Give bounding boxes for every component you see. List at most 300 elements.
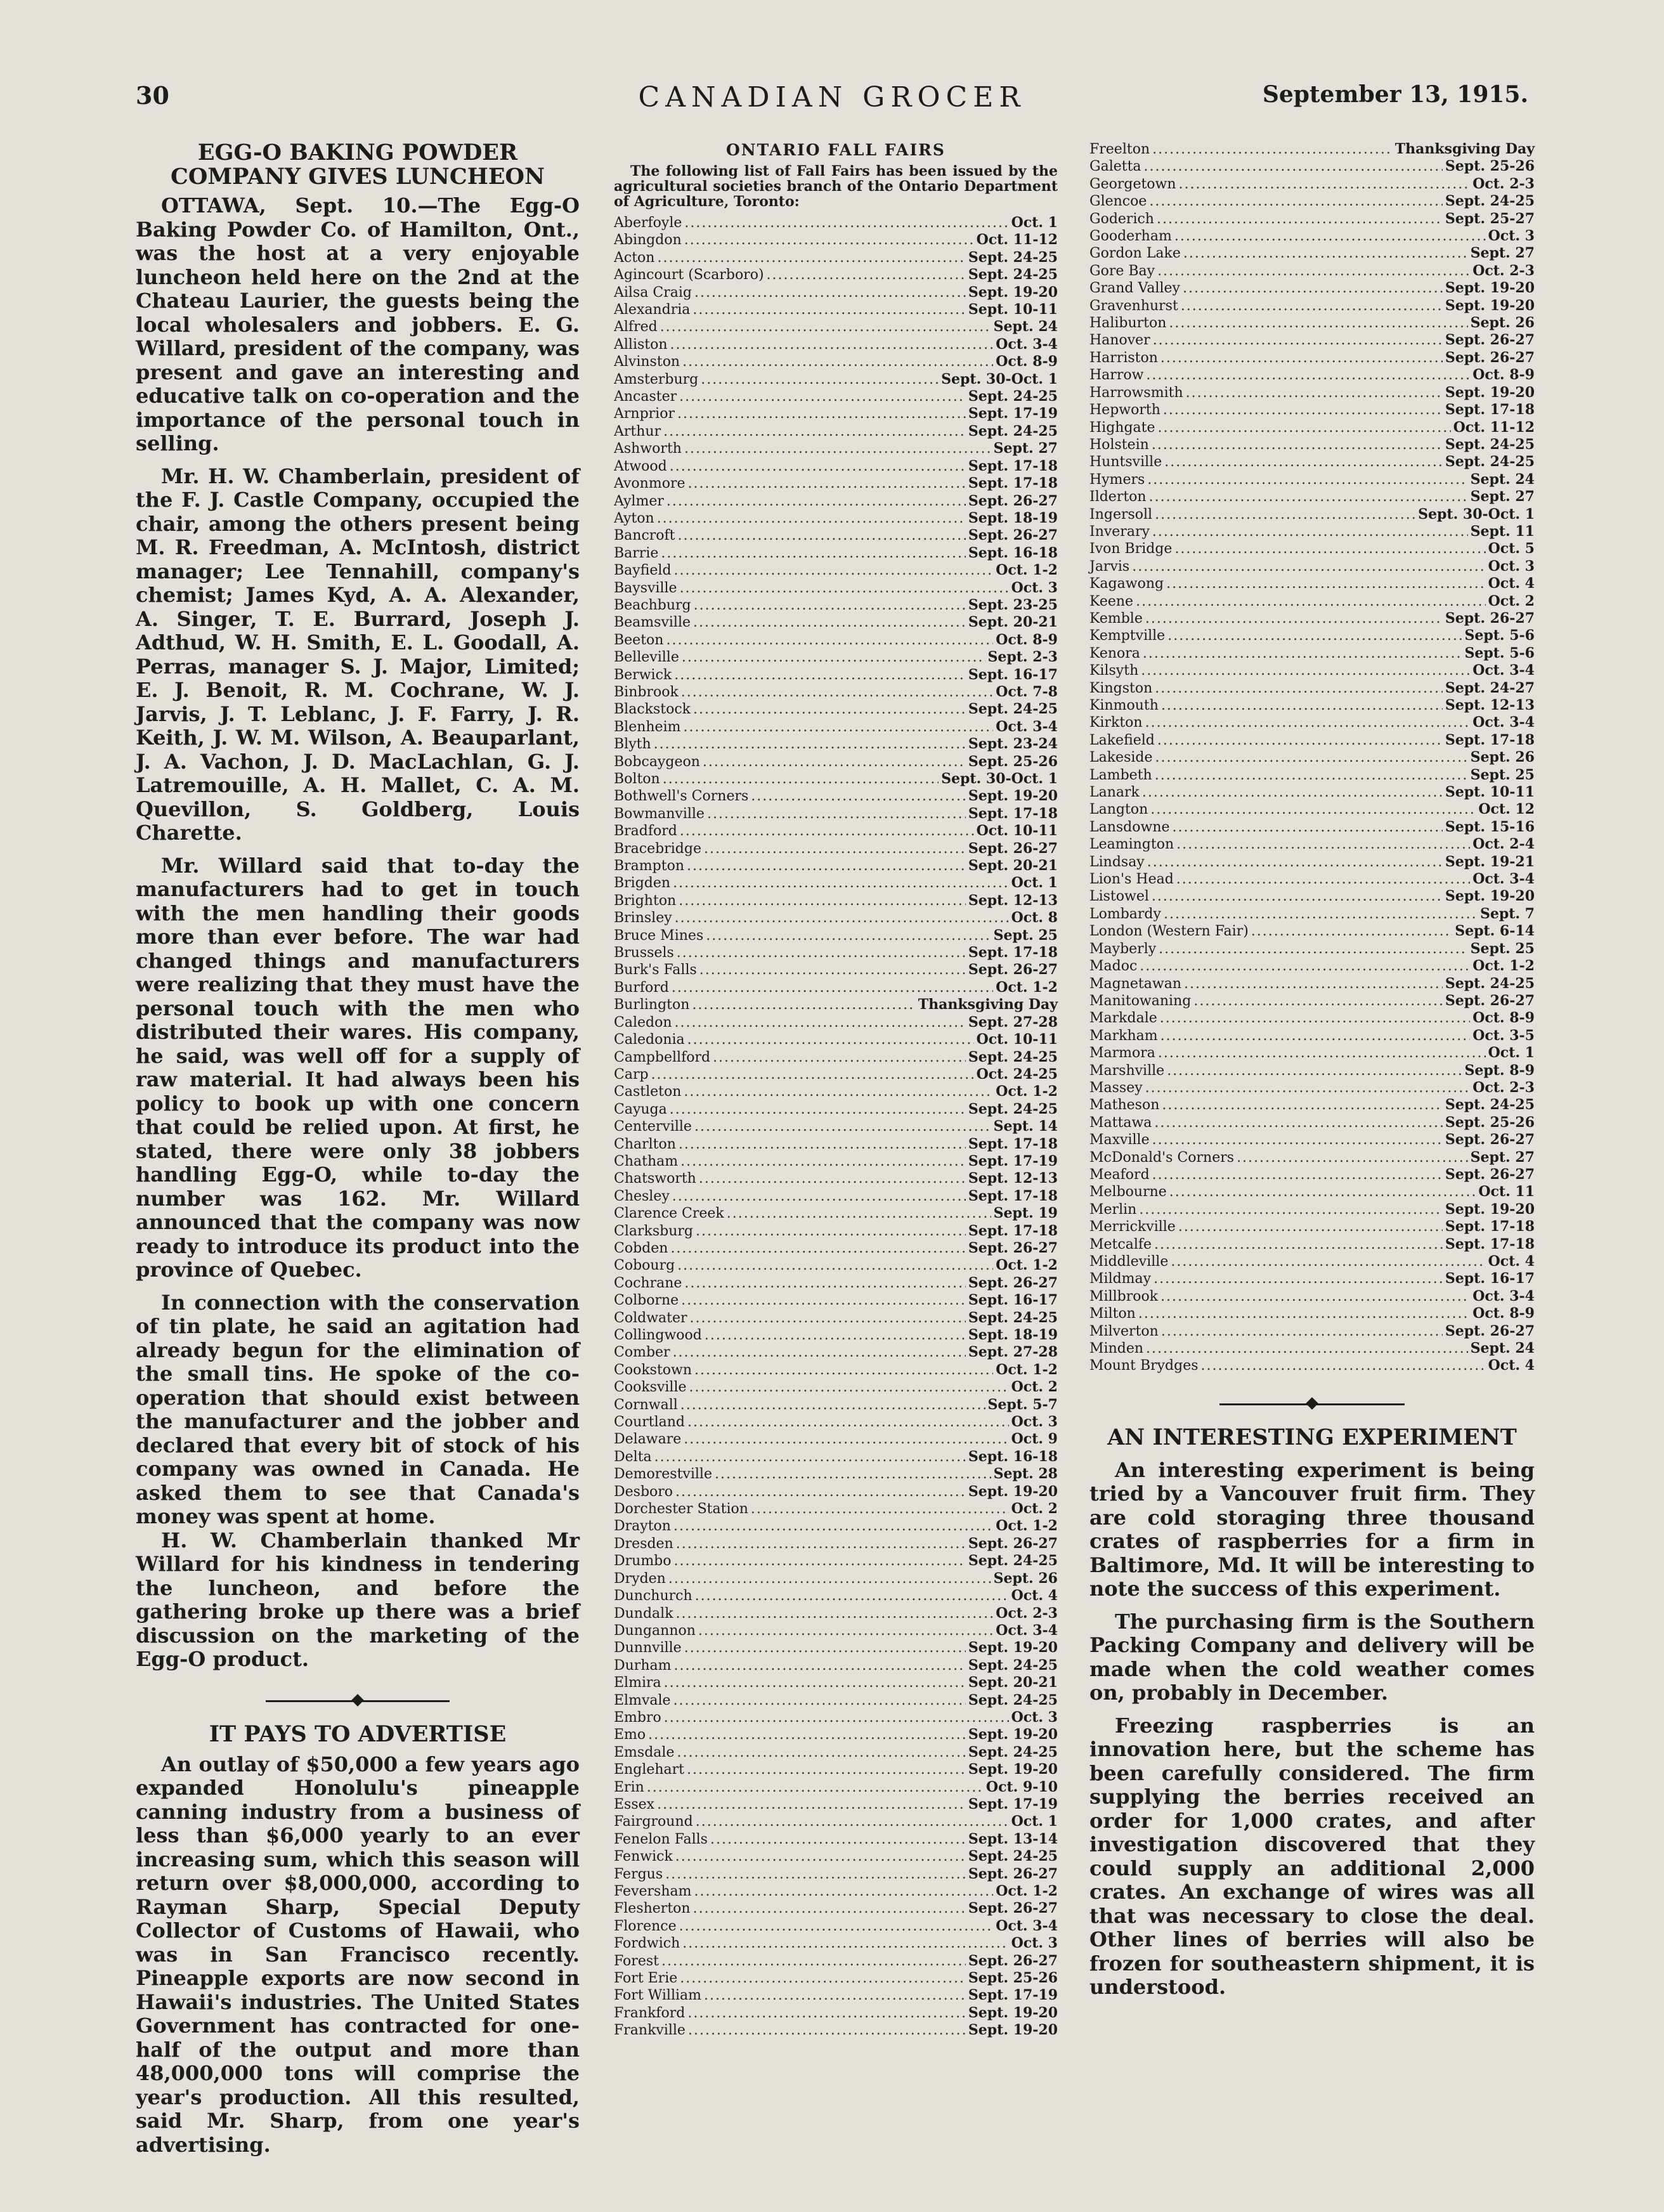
fair-entry [614, 1118, 1058, 1135]
fair-date: Sept. 23-24 [968, 736, 1058, 753]
leader-dots [694, 1883, 993, 1900]
fair-location: London (Western Fair) [1089, 923, 1249, 940]
fair-entry [614, 1761, 1058, 1778]
fair-location: Beachburg [614, 597, 691, 613]
fair-entry [614, 1466, 1058, 1483]
fair-date: Oct. 3 [1488, 228, 1535, 245]
fair-location: Baysville [614, 580, 677, 596]
fair-location: Colborne [614, 1292, 679, 1309]
fair-entry [614, 840, 1058, 857]
fair-entry [1089, 245, 1535, 262]
leader-dots [674, 667, 966, 684]
fair-date: Sept. 26-27 [968, 1239, 1058, 1256]
fair-location: Fordwich [614, 1935, 680, 1952]
fair-location: Amsterburg [614, 371, 699, 387]
fair-date: Oct. 10-11 [976, 1031, 1058, 1048]
fair-location: Abingdon [614, 232, 682, 249]
fair-date: Sept. 19-20 [1445, 888, 1535, 905]
fair-entry [614, 2005, 1058, 2022]
fair-entry [614, 1970, 1058, 1987]
article-paragraph: An outlay of $50,000 a few years ago expanded Honolulu's pineapple canning industry from a business of less than $6,000 yearly to an ever increasing sum, which this season will return over $8,000,000, according to Rayman Sharp, Special Deputy Collector of Customs of Hawaii, who was in San Francisco recently. Pineapple exports are now second in Hawaii's industries. The United States Government has contracted for one-half of the output and more than 48,000,000 tons will comprise the year's production. All this resulted, said Mr. Sharp, from one year's advertising. [136, 1752, 580, 2157]
fair-location: Lansdowne [1089, 819, 1170, 835]
fair-location: Ayton [614, 510, 654, 526]
fair-location: Chatham [614, 1153, 679, 1169]
fair-entry [614, 1292, 1058, 1309]
fair-location: Bayfield [614, 563, 672, 579]
leader-dots [1145, 714, 1471, 731]
fair-entry [614, 1518, 1058, 1535]
fair-location: Goderich [1089, 211, 1154, 227]
fair-location: Belleville [614, 649, 679, 666]
fair-date: Sept. 24-25 [1445, 1096, 1535, 1114]
leader-dots [673, 1657, 965, 1674]
leader-dots [681, 1292, 966, 1309]
fair-entry [614, 667, 1058, 684]
fair-entry [614, 1535, 1058, 1552]
fair-location: Leamington [1089, 836, 1174, 853]
leader-dots [687, 1031, 974, 1048]
fair-date: Sept. 17-19 [968, 1152, 1058, 1169]
leader-dots [682, 353, 993, 370]
fair-location: Clarence Creek [614, 1206, 724, 1222]
leader-dots [677, 1257, 993, 1274]
article-paragraph: Freezing raspberries is an innovation here, but the scheme has been carefully considered. The firm supplying the berries received an order for 1,000 crates, and after investigation discovered that they could supply an additional 2,000 crates. An exchange of wires was all that was necessary to close the deal. Other lines of berries will also be frozen for southeastern shipment, it is understood. [1089, 1713, 1535, 2000]
fair-date: Sept. 24-25 [968, 1309, 1058, 1326]
fair-date: Oct. 2 [1011, 1379, 1058, 1396]
fair-date: Sept. 27-28 [968, 1013, 1058, 1031]
fair-date: Sept. 17-19 [968, 405, 1058, 422]
fair-date: Sept. 17-18 [1445, 731, 1535, 748]
fair-entry [614, 1031, 1058, 1048]
fair-date: Oct. 8-9 [1472, 1305, 1535, 1322]
fair-date: Sept. 16-18 [968, 1448, 1058, 1465]
leader-dots [672, 979, 993, 996]
fair-date: Oct. 2 [1488, 592, 1535, 609]
fair-entry [1089, 1305, 1535, 1322]
fair-location: Demorestville [614, 1466, 712, 1483]
fair-entry [1089, 854, 1535, 871]
fair-date: Sept. 24-25 [968, 1552, 1058, 1570]
fair-entry [1089, 1270, 1535, 1287]
fair-location: Alfred [614, 319, 658, 335]
fair-date: Sept. 26-27 [968, 1900, 1058, 1917]
fair-location: Harrowsmith [1089, 384, 1183, 401]
leader-dots [1183, 245, 1468, 262]
fair-location: Beeton [614, 632, 664, 648]
leader-dots [694, 1118, 991, 1135]
fair-date: Sept. 26-27 [968, 527, 1058, 544]
leader-dots [687, 1761, 966, 1778]
leader-dots [1140, 958, 1470, 975]
leader-dots [680, 580, 1009, 597]
fair-location: Comber [614, 1344, 670, 1361]
fair-entry [1089, 1323, 1535, 1340]
fair-location: Merlin [1089, 1201, 1137, 1218]
leader-dots [1160, 1010, 1470, 1027]
leader-dots [684, 214, 1008, 231]
leader-dots [694, 597, 966, 614]
fair-date: Sept. 24-25 [1445, 436, 1535, 453]
fair-entry [1089, 367, 1535, 384]
fair-entry [614, 1431, 1058, 1448]
leader-dots [647, 1779, 984, 1796]
leader-dots [1167, 1062, 1462, 1079]
fair-date: Sept. 25-26 [968, 1970, 1058, 1987]
leader-dots [657, 1796, 966, 1813]
fair-location: Fort Erie [614, 1970, 678, 1987]
fair-location: Hymers [1089, 471, 1145, 488]
fair-date: Oct. 24-25 [976, 1065, 1058, 1083]
leader-dots [690, 1310, 966, 1327]
leader-dots [1160, 349, 1443, 367]
fair-date: Oct. 11-12 [976, 231, 1058, 249]
leader-dots [1163, 401, 1443, 419]
fair-date: Sept. 17-18 [968, 1222, 1058, 1239]
fair-location: Blenheim [614, 719, 681, 735]
leader-dots [703, 753, 966, 771]
fair-location: Ashworth [614, 441, 682, 457]
fair-entry [1089, 593, 1535, 610]
fair-date: Sept. 30-Oct. 1 [1418, 505, 1535, 523]
leader-dots [1176, 871, 1470, 888]
fair-entry [1089, 1062, 1535, 1079]
fair-entry [614, 649, 1058, 666]
fair-entry [1089, 297, 1535, 315]
fair-date: Oct. 1 [1011, 875, 1058, 892]
fair-location: Caledonia [614, 1032, 685, 1048]
fair-location: Erin [614, 1779, 644, 1795]
fair-date: Sept. 16-17 [1445, 1270, 1535, 1287]
leader-dots [704, 840, 966, 857]
fair-date: Sept. 19-20 [968, 1726, 1058, 1743]
leader-dots [698, 1622, 993, 1639]
fair-location: Hepworth [1089, 402, 1160, 419]
fair-location: Bruce Mines [614, 927, 704, 944]
fair-location: Fairground [614, 1814, 693, 1830]
fair-entry [1089, 488, 1535, 505]
fair-location: Ilderton [1089, 489, 1147, 505]
leader-dots [713, 1049, 966, 1066]
fair-entry [614, 1327, 1058, 1344]
fair-entry [614, 214, 1058, 231]
advertise-article-title: IT PAYS TO ADVERTISE [209, 1721, 507, 1747]
fair-location: Gore Bay [1089, 263, 1155, 279]
fair-location: Haliburton [1089, 315, 1167, 332]
fair-date: Sept. 24-25 [968, 1048, 1058, 1065]
fair-date: Oct. 10-11 [976, 823, 1058, 840]
fair-entry [1089, 401, 1535, 419]
leader-dots [1174, 228, 1486, 245]
leader-dots [682, 649, 985, 666]
fair-entry [614, 632, 1058, 649]
fair-location: Jarvis [1089, 558, 1130, 575]
fair-date: Sept. 24-25 [968, 701, 1058, 718]
fair-location: Carp [614, 1066, 649, 1083]
fair-date: Oct. 2-4 [1472, 836, 1535, 853]
leader-dots [1157, 211, 1443, 228]
fair-location: Keene [1089, 593, 1134, 609]
fair-date: Sept. 19-20 [1445, 280, 1535, 297]
fair-entry [614, 1605, 1058, 1622]
fair-location: Acton [614, 249, 655, 266]
fair-location: Cookstown [614, 1362, 692, 1378]
fair-entry [614, 1170, 1058, 1187]
fair-entry [614, 805, 1058, 823]
fair-date: Sept. 26-27 [968, 1865, 1058, 1882]
fair-entry [1089, 523, 1535, 540]
fair-location: Courtland [614, 1414, 686, 1431]
fair-entry [614, 405, 1058, 422]
leader-dots [1141, 662, 1470, 679]
leader-dots [677, 944, 966, 961]
egg-o-article-body [136, 194, 580, 1672]
fair-date: Sept. 26-27 [1445, 349, 1535, 366]
leader-dots [664, 1709, 1009, 1726]
fair-date: Sept. 12-13 [1445, 697, 1535, 713]
fair-date: Thanksgiving Day [1394, 141, 1535, 157]
fair-location: Essex [614, 1796, 655, 1812]
fair-location: Barrie [614, 545, 659, 561]
fair-entry [614, 1570, 1058, 1587]
fair-entry [1089, 158, 1535, 175]
fair-location: Cochrane [614, 1275, 682, 1291]
leader-dots [1154, 1236, 1443, 1253]
fair-entry [614, 510, 1058, 527]
fair-entry [614, 597, 1058, 614]
fair-entry [1089, 1357, 1535, 1374]
fair-date: Sept. 17-18 [1445, 1218, 1535, 1235]
article-paragraph: Mr. H. W. Chamberlain, president of the F. J. Castle Company, occupied the chair, among the others present being M. R. Freedman, A. McIntosh, district manager; Lee Tennahill, company's chemist; James Kyd, A. A. Alexander, A. Singer, T. E. Burrard, Joseph J. Adthud, W. H. Smith, E. L. Goodall, A. Perras, manager S. J. Major, Limited; E. J. Benoit, R. M. Cochrane, W. J. Jarvis, J. T. Leblanc, J. F. Farry, J. R. Keith, J. W. M. Wilson, A. Beauparlant, J. A. Vachon, J. D. MacLachlan, G. J. Latremouille, A. H. Mallet, C. A. M. Quevillon, S. Goldberg, Louis Charette. [136, 464, 580, 845]
fair-location: Binbrook [614, 684, 679, 700]
fair-date: Sept. 25-26 [1445, 1114, 1535, 1131]
leader-dots [705, 1327, 966, 1344]
fair-location: Burford [614, 979, 669, 996]
fair-entry [1089, 228, 1535, 245]
fair-date: Sept. 26-27 [1445, 332, 1535, 349]
leader-dots [682, 1935, 1008, 1952]
leader-dots [751, 788, 966, 805]
fair-location: Kenora [1089, 645, 1140, 661]
fair-date: Sept. 19-20 [968, 1761, 1058, 1778]
fair-date: Sept. 24-25 [968, 1691, 1058, 1708]
fair-entry [1089, 419, 1535, 436]
fair-date: Oct. 3-4 [1472, 714, 1535, 731]
fair-entry [614, 753, 1058, 771]
fair-entry [614, 545, 1058, 562]
fair-location: Bobcaygeon [614, 753, 700, 770]
fair-entry [614, 927, 1058, 944]
leader-dots [1169, 315, 1467, 332]
fair-location: Bolton [614, 771, 660, 787]
fair-date: Sept. 26 [1470, 315, 1535, 332]
fair-location: Agincourt (Scarboro) [614, 267, 764, 283]
fair-location: Frankville [614, 2022, 686, 2039]
fair-date: Sept. 17-18 [968, 944, 1058, 961]
fair-location: Dryden [614, 1570, 666, 1587]
fair-entry [614, 701, 1058, 718]
column-right [1089, 141, 1535, 2000]
fair-date: Sept. 17-18 [968, 475, 1058, 492]
fair-location: Gooderham [1089, 228, 1172, 245]
fair-entry [614, 944, 1058, 961]
fair-location: Madoc [1089, 958, 1138, 975]
fair-date: Sept. 26-27 [1445, 1166, 1535, 1183]
leader-dots [1153, 332, 1443, 349]
fair-date: Oct. 9 [1011, 1431, 1058, 1448]
leader-dots [751, 1500, 1009, 1518]
fair-date: Sept. 11 [1470, 523, 1535, 540]
leader-dots [1146, 1340, 1468, 1357]
fair-date: Oct. 3-4 [996, 1622, 1058, 1639]
leader-dots [687, 1414, 1009, 1431]
leader-dots [1147, 854, 1443, 871]
fair-entry [1089, 767, 1535, 784]
fair-date: Sept. 24 [1470, 1340, 1535, 1357]
leader-dots [693, 701, 966, 718]
fair-date: Sept. 24-25 [1445, 193, 1535, 210]
leader-dots [1145, 1079, 1471, 1096]
article-paragraph: An interesting experiment is being tried by a Vancouver fruit firm. They are cold storaging three thousand crates of raspberries for a firm in Baltimore, Md. It will be interesting to note the success of this experiment. [1089, 1457, 1535, 1601]
leader-dots [679, 1918, 994, 1935]
fair-location: Massey [1089, 1079, 1143, 1096]
fair-location: Embro [614, 1709, 661, 1726]
leader-dots [1173, 819, 1443, 836]
leader-dots [1143, 645, 1462, 662]
fair-location: Dunnville [614, 1640, 682, 1656]
fair-date: Sept. 14 [993, 1118, 1058, 1135]
fair-entry [614, 961, 1058, 979]
fair-date: Sept. 24-25 [968, 422, 1058, 439]
fair-date: Sept. 19-21 [1445, 853, 1535, 870]
fair-location: Georgetown [1089, 176, 1176, 192]
fair-entry [614, 823, 1058, 840]
article-paragraph: OTTAWA, Sept. 10.—The Egg-O Baking Powder Co. of Hamilton, Ont., was the host at a very enjoyable luncheon held here on the 2nd at the Chateau Laurier, the guests being the local wholesalers and jobbers. E. G. Willard, president of the company, was present and gave an interesting and educative talk on co-operation and the importance of the personal touch in selling. [136, 193, 580, 455]
fair-entry [614, 1500, 1058, 1518]
fair-date: Sept. 25-26 [968, 753, 1058, 770]
fair-location: Merrickville [1089, 1219, 1176, 1235]
leader-dots [674, 1552, 966, 1570]
fair-entry [614, 301, 1058, 318]
fair-entry [614, 1918, 1058, 1935]
fair-location: Millbrook [1089, 1288, 1159, 1304]
fair-location: Mount Brydges [1089, 1358, 1199, 1374]
fair-entry [1089, 540, 1535, 557]
fair-entry [614, 1310, 1058, 1327]
leader-dots [663, 771, 939, 788]
fair-location: Ailsa Craig [614, 284, 692, 301]
fair-location: Lakefield [1089, 732, 1155, 748]
fair-entry [614, 979, 1058, 996]
fair-entry [614, 771, 1058, 788]
fair-date: Oct. 8-9 [996, 631, 1058, 648]
fair-location: Hanover [1089, 332, 1150, 349]
fair-entry [614, 1587, 1058, 1604]
fair-location: Centerville [614, 1119, 692, 1135]
fair-date: Oct. 1 [1011, 214, 1058, 231]
leader-dots [684, 440, 991, 457]
fair-entry [614, 892, 1058, 909]
leader-dots [1157, 732, 1443, 749]
fair-date: Sept. 19-20 [968, 1483, 1058, 1500]
fair-entry [1089, 749, 1535, 766]
leader-dots [687, 2005, 966, 2022]
fair-entry [1089, 575, 1535, 592]
fair-date: Sept. 24-25 [1445, 453, 1535, 471]
leader-dots [727, 1205, 991, 1222]
leader-dots [1164, 906, 1478, 923]
leader-dots [1146, 367, 1470, 384]
fair-entry [1089, 384, 1535, 401]
fair-location: Alliston [614, 336, 668, 353]
fair-location: Cooksville [614, 1379, 687, 1396]
fair-location: Dungannon [614, 1622, 696, 1639]
fairs-title: ONTARIO FALL FAIRS [726, 141, 946, 159]
fair-date: Sept. 12-13 [968, 1170, 1058, 1187]
fair-date: Oct. 1-2 [996, 1361, 1058, 1378]
leader-dots [1145, 610, 1443, 627]
column-left [136, 141, 580, 2157]
fair-location: Highgate [1089, 419, 1155, 436]
fair-date: Thanksgiving Day [918, 996, 1058, 1013]
fair-date: Oct. 8-9 [996, 353, 1058, 370]
leader-dots [1164, 453, 1443, 471]
fair-entry [614, 423, 1058, 440]
fair-entry [614, 1066, 1058, 1083]
fair-entry [1089, 1236, 1535, 1253]
fair-entry [1089, 645, 1535, 662]
fair-entry [614, 1083, 1058, 1100]
fair-date: Sept. 27 [1470, 245, 1535, 262]
fair-date: Oct. 4 [1011, 1587, 1058, 1604]
fair-entry [1089, 888, 1535, 905]
fair-entry [1089, 349, 1535, 367]
fair-entry [1089, 871, 1535, 888]
fair-location: Arnprior [614, 406, 675, 422]
fair-date: Oct. 3 [1011, 1708, 1058, 1726]
article-paragraph: The purchasing firm is the Southern Packing Company and delivery will be made when the cold weather comes on, probably in December. [1089, 1609, 1535, 1705]
leader-dots [1152, 436, 1443, 453]
leader-dots [699, 961, 966, 979]
fair-entry [1089, 176, 1535, 193]
leader-dots [696, 1223, 966, 1240]
leader-dots [1155, 749, 1468, 766]
fair-entry [614, 1396, 1058, 1414]
fair-entry [1089, 732, 1535, 749]
fair-date: Oct. 1-2 [1472, 958, 1535, 975]
fair-location: Kilsyth [1089, 663, 1139, 679]
fair-location: Kemptville [1089, 628, 1166, 644]
fair-date: Sept. 5-6 [1464, 644, 1535, 661]
fair-location: Lakeside [1089, 750, 1153, 766]
fair-date: Sept. 17-18 [968, 1135, 1058, 1152]
fair-date: Oct. 2 [1011, 1500, 1058, 1518]
leader-dots [694, 1362, 993, 1379]
fair-date: Sept. 26-27 [968, 1535, 1058, 1552]
fair-entry [614, 1622, 1058, 1639]
fair-location: Alvinston [614, 354, 680, 370]
fair-date: Sept. 24-25 [968, 1743, 1058, 1760]
fair-location: Lambeth [1089, 767, 1152, 783]
fair-entry [614, 1987, 1058, 2004]
page-number: 30 [136, 81, 169, 110]
fair-location: Brampton [614, 858, 684, 875]
fair-date: Oct. 3 [1488, 557, 1535, 575]
fair-date: Sept. 19 [993, 1205, 1058, 1222]
fair-location: Berwick [614, 667, 672, 683]
leader-dots [1139, 1201, 1443, 1218]
column-middle [614, 141, 1058, 2040]
fair-date: Oct. 9-10 [985, 1778, 1058, 1795]
